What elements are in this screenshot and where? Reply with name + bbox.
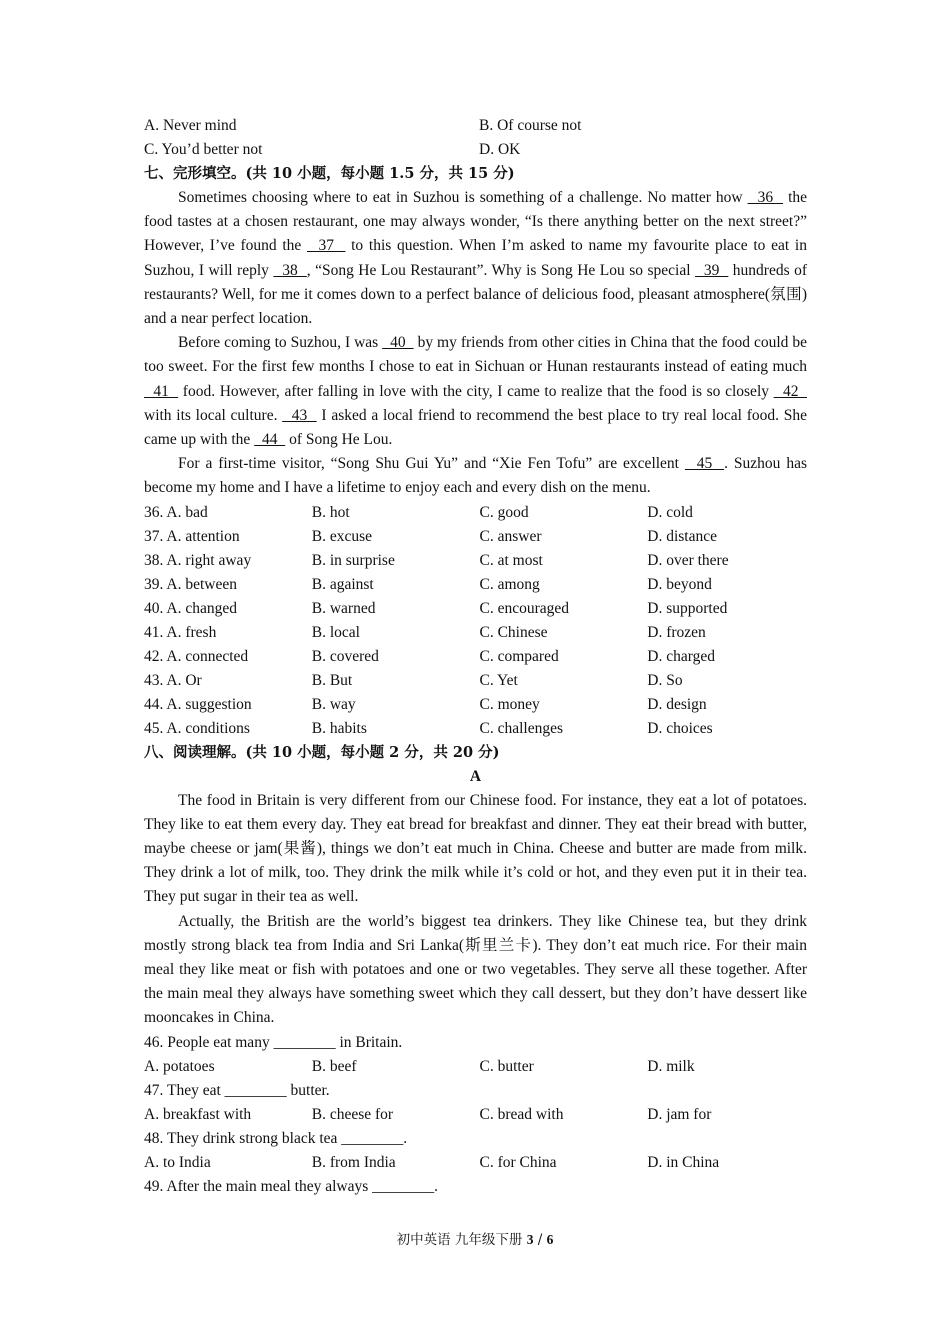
question-41: 41. A. fresh B. local C. Chinese D. frozen	[144, 623, 706, 641]
footer-page-total: 6	[546, 1232, 554, 1247]
section-7-title: 七、完形填空。(共 10 小题，每小题 1.5 分，共 15 分)	[144, 165, 515, 182]
question-37: 37. A. attention B. excuse C. answer D. distance	[144, 527, 717, 545]
blank-42: 42	[773, 382, 808, 400]
cloze-questions	[144, 501, 807, 741]
question-45: 45. A. conditions B. habits C. challenges D. choices	[144, 719, 713, 737]
option-b: B. Of course not	[479, 117, 582, 134]
prev-options-row-2	[144, 138, 807, 162]
blank-37: 37	[307, 237, 346, 255]
cloze-paragraph-1: Sometimes choosing where to eat in Suzhou is something of a challenge. No matter how 36 the food tastes at a chosen restaurant, one may always wonder, “Is there anything better on the next street?” However, I’ve found the 37 to this question. When I’m asked to name my favourite place to eat in Suzhou, I will reply 38 , “Song He Lou Restaurant”. Why is Song He Lou so special 39 hundreds of restaurants? Well, for me it comes down to a perfect balance of delicious food, pleasant atmosphere(氛围) and a near perfect location.	[144, 189, 808, 328]
option-c: C. You’d better not	[144, 141, 263, 158]
footer-separator: /	[537, 1232, 543, 1248]
question-39: 39. A. between B. against C. among D. beyond	[144, 575, 712, 593]
question-40: 40. A. changed B. warned C. encouraged D. supported	[144, 599, 728, 617]
blank-38: 38	[273, 261, 307, 279]
footer-label: 初中英语 九年级下册	[396, 1232, 523, 1248]
question-44: 44. A. suggestion B. way C. money D. design	[144, 695, 707, 713]
worksheet-page	[144, 114, 807, 1199]
option-d: D. OK	[479, 141, 521, 158]
blank-43: 43	[282, 406, 317, 424]
question-42: 42. A. connected B. covered C. compared D. charged	[144, 647, 715, 665]
blank-44: 44	[254, 431, 286, 449]
cloze-paragraph-3: For a first-time visitor, “Song Shu Gui Yu” and “Xie Fen Tofu” are excellent 45 . Suzhou has become my home and I have a lifetime to enjoy each and every dish on the menu.	[144, 455, 807, 497]
section-8-title: 八、阅读理解。(共 10 小题，每小题 2 分，共 20 分)	[144, 743, 500, 761]
reading-paragraph-2: Actually, the British are the world’s biggest tea drinkers. They like Chinese tea, but they drink mostly strong black tea from India and Sri Lanka(斯里兰卡). They don’t eat much rice. For their main meal they like meat or fish with potatoes and one or two vegetables. They serve all these together. After the main meal they always have something sweet which they call dessert, but they don’t have dessert like mooncakes in China.	[144, 912, 807, 1027]
cloze-paragraph-2: Before coming to Suzhou, I was 40 by my friends from other cities in China that the food could be too sweet. For the first few months I chose to eat in Sichuan or Hunan restaurants instead of eating much 41 food. However, after falling in love with the city, I came to realize that the food is so closely 42 with its local culture. 43 I asked a local friend to recommend the best place to try real local food. She came up with the 44 of Song He Lou.	[144, 334, 808, 449]
passage-label: A	[469, 767, 482, 785]
question-46-options: A. potatoes B. beef C. butter D. milk	[144, 1057, 695, 1075]
blank-45: 45	[684, 455, 725, 473]
question-43: 43. A. Or B. But C. Yet D. So	[144, 671, 683, 689]
question-47: 47. They eat ________ butter.	[144, 1081, 330, 1099]
blank-41: 41	[144, 382, 179, 400]
option-a: A. Never mind	[144, 117, 237, 134]
question-36: 36. A. bad B. hot C. good D. cold	[144, 503, 693, 521]
blank-39: 39	[694, 261, 729, 279]
question-46: 46. People eat many ________ in Britain.	[144, 1033, 403, 1051]
page-footer	[0, 1228, 950, 1248]
question-48-options: A. to India B. from India C. for China D. in China	[144, 1153, 720, 1171]
reading-paragraph-1: The food in Britain is very different from our Chinese food. For instance, they eat a lot of potatoes. They like to eat them every day. They eat bread for breakfast and dinner. They eat their bread with butter, maybe cheese or jam(果酱), things we don’t eat much in China. Cheese and butter are made from milk. They drink a lot of milk, too. They drink the milk while it’s cold or hot, and they even put it in their tea. They put sugar in their tea as well.	[144, 791, 807, 906]
question-47-options: A. breakfast with B. cheese for C. bread with D. jam for	[144, 1105, 712, 1123]
footer-page-number: 3	[526, 1232, 534, 1247]
question-38: 38. A. right away B. in surprise C. at most D. over there	[144, 551, 729, 569]
question-49: 49. After the main meal they always ________.	[144, 1177, 439, 1195]
question-48: 48. They drink strong black tea ________.	[144, 1129, 408, 1147]
blank-36: 36	[747, 189, 784, 206]
prev-options-row-1	[144, 114, 807, 138]
blank-40: 40	[382, 334, 414, 352]
